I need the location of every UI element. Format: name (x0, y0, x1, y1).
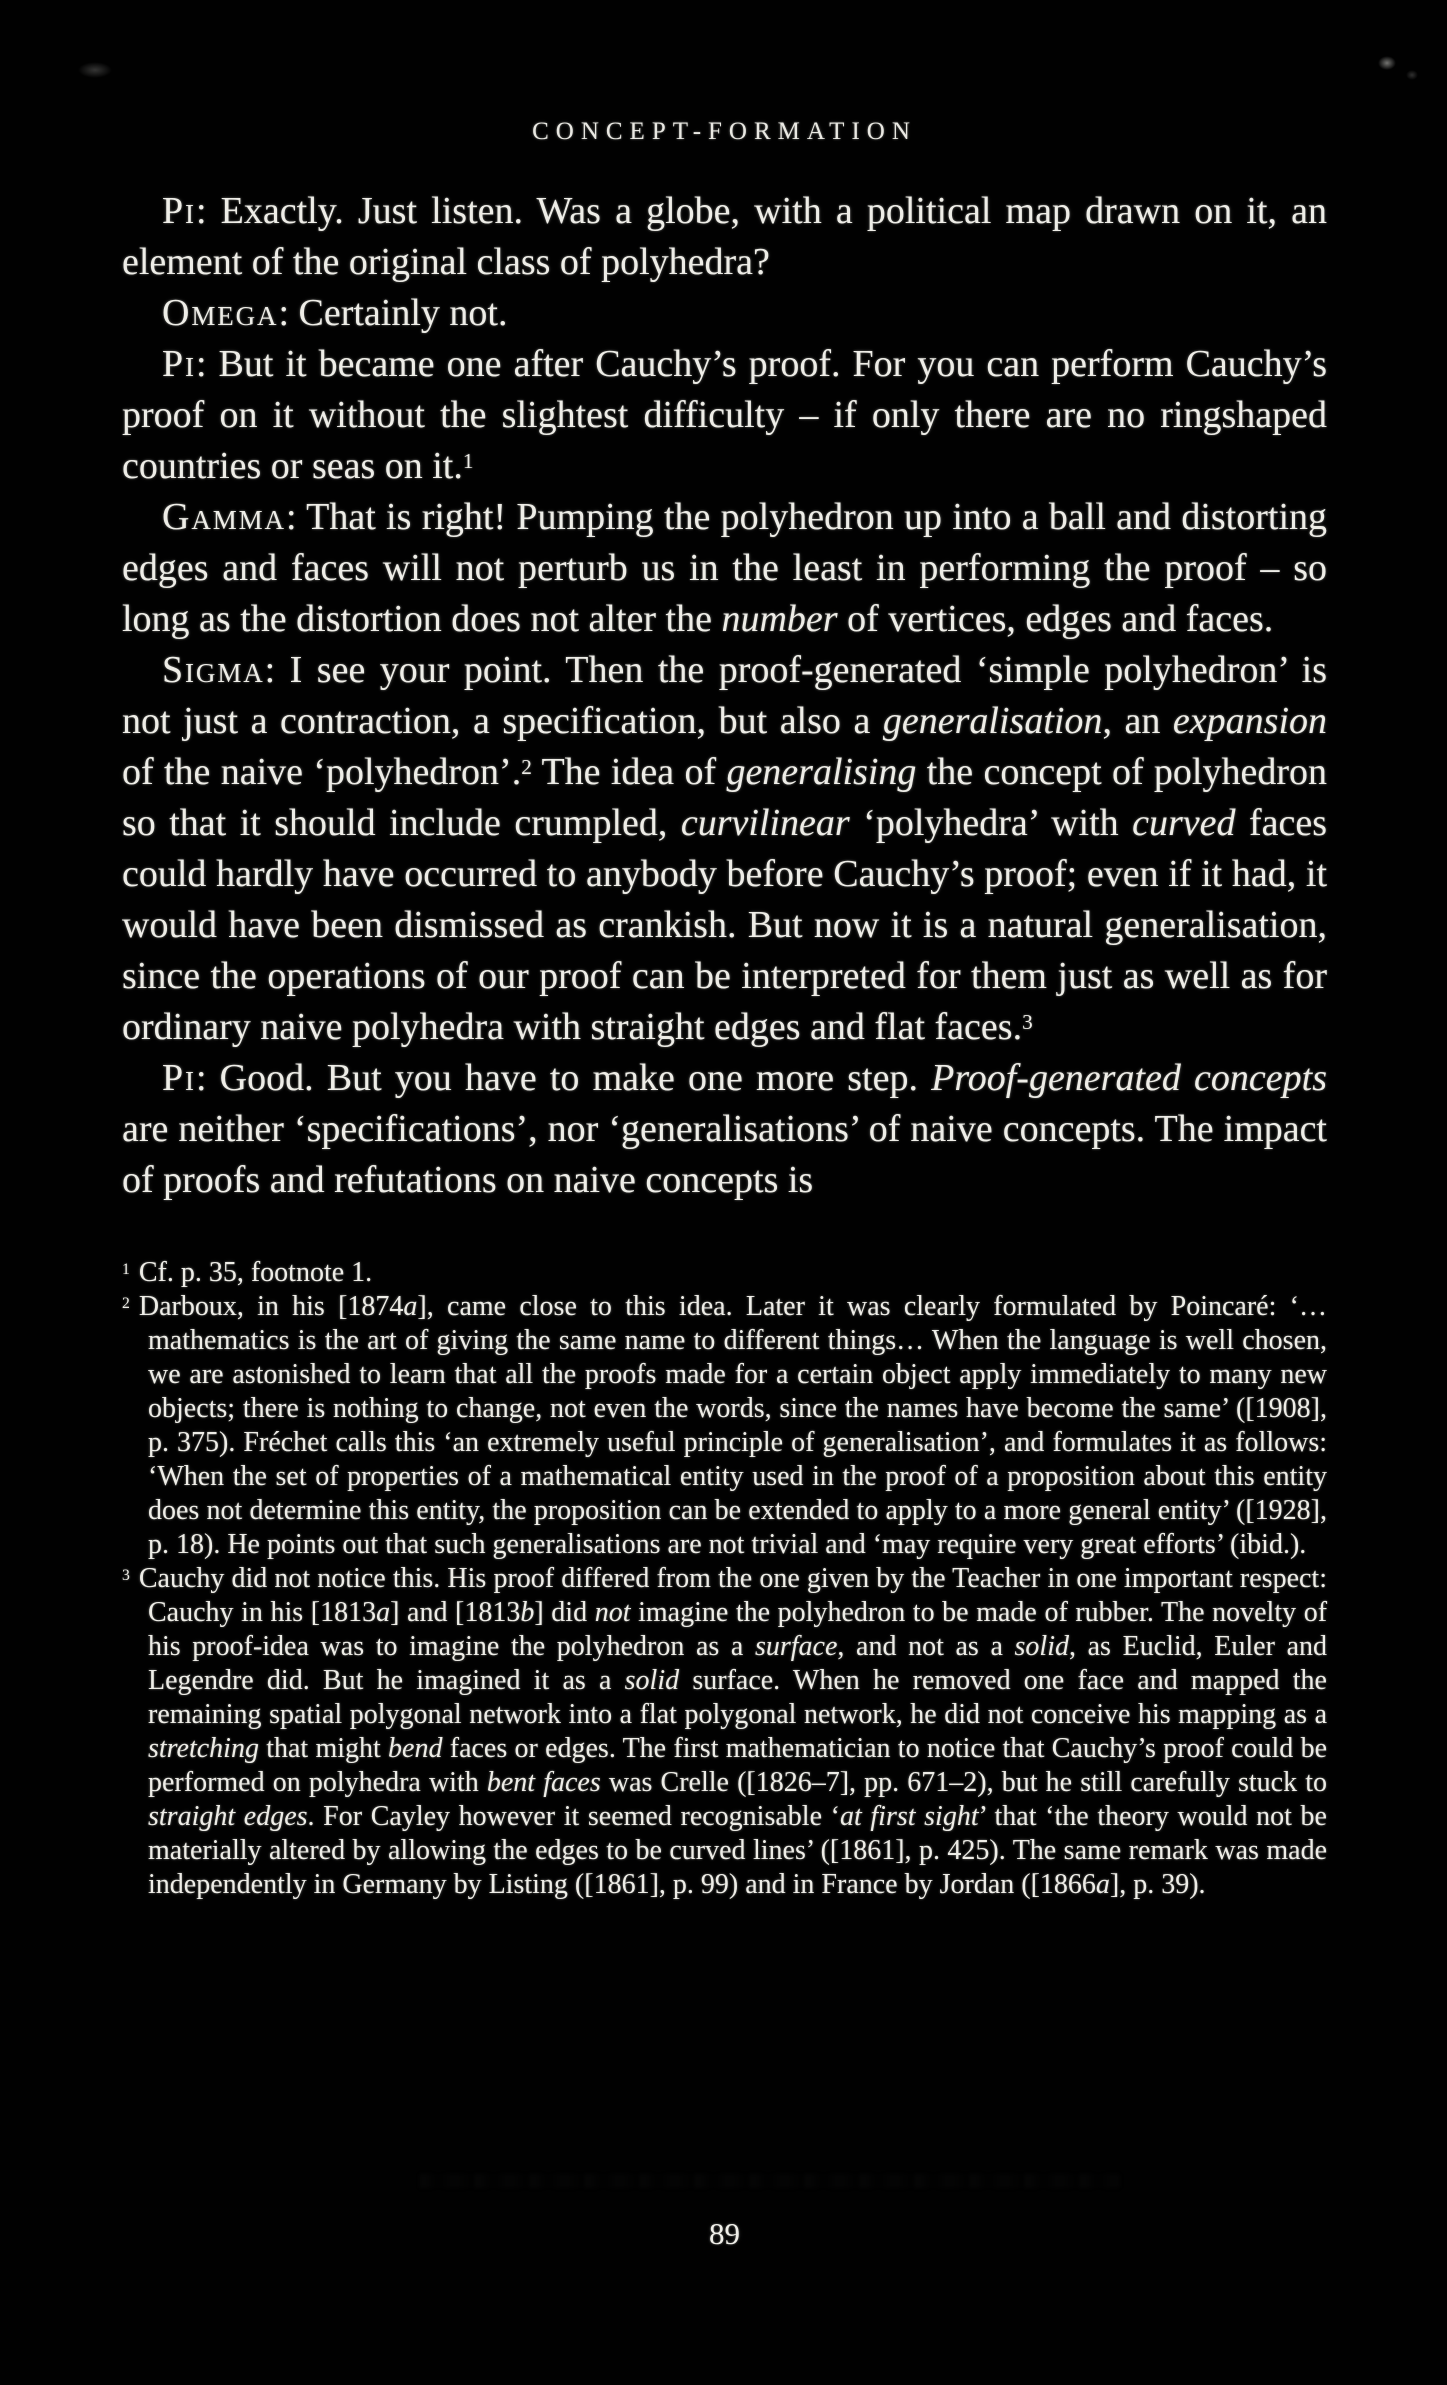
text-segment: stretching (148, 1733, 259, 1764)
text-segment: : Certainly not. (278, 292, 508, 334)
footnote-ref: 3 (1022, 1010, 1033, 1035)
text-segment: straight edges (148, 1801, 308, 1832)
text-segment: expansion (1172, 700, 1327, 742)
text-segment: ] did (534, 1597, 595, 1628)
text-segment: was Crelle ([1826–7], pp. 671–2), but he still carefully stuck to (600, 1767, 1327, 1798)
footnote-marker: 3 (122, 1566, 130, 1584)
page-number: 89 (709, 2216, 740, 2251)
text-segment: Pi (162, 1057, 196, 1099)
text-segment: , an (1102, 700, 1173, 742)
footnotes (122, 1256, 1327, 1902)
dialogue-paragraph (122, 1053, 1327, 1206)
footnote-ref: 2 (521, 755, 532, 780)
dialogue-paragraph (122, 492, 1327, 645)
footnote-marker: 2 (122, 1294, 130, 1312)
text-segment: Proof-generated concepts (931, 1057, 1327, 1099)
footnote (122, 1256, 1327, 1290)
text-segment: bent faces (486, 1767, 601, 1798)
text-segment: : That is right! Pumping the polyhedron up into a ball and distorting edges and faces will not perturb us in the least in performing the proof – so long as the distortion does not alter the (122, 496, 1327, 640)
text-segment: Darboux, in his [1874 (138, 1291, 404, 1322)
text-segment: : I see your point. Then the proof-generated ‘simple polyhedron’ is not just a contraction, a specification, but also a (122, 649, 1327, 742)
text-segment: of vertices, edges and faces. (837, 598, 1274, 640)
scan-noise-speck (78, 62, 112, 78)
text-segment: Pi (162, 343, 196, 385)
text-segment: : But it became one after Cauchy’s proof. For you can perform Cauchy’s proof on it without the slightest difficulty – if only there are no ringshaped countries or seas on it. (122, 343, 1327, 487)
text-segment: Gamma (162, 496, 286, 538)
text-segment: : Good. But you have to make one more step. (195, 1057, 932, 1099)
text-segment: b (520, 1597, 535, 1628)
text-segment: ’ that ‘the theory would not be materially altered by allowing the edges to be curved lines’ ([1861], p. 425). The same remark was made independently in Germany by Listing ([1861], p. 99) and in France by Jordan ([1866 (148, 1801, 1327, 1900)
text-segment: Cauchy did not notice this. His proof differed from the one given by the Teacher in one important respect: Cauchy in his [1813 (138, 1563, 1327, 1628)
text-segment: ] and [1813 (390, 1597, 521, 1628)
text-segment: generalisation (882, 700, 1103, 742)
text-segment: solid (1014, 1631, 1069, 1662)
text-segment: faces could hardly have occurred to anybody before Cauchy’s proof; even if it had, it would have been dismissed as crankish. But now it is a natural generalisation, since the operations of our proof can be interpreted for them just as well as for ordinary naive polyhedra with straight edges and flat faces. (122, 802, 1327, 1048)
text-segment: curved (1132, 802, 1236, 844)
dialogue-paragraph (122, 645, 1327, 1053)
text-segment: number (721, 598, 838, 640)
text-segment: surface (754, 1631, 838, 1662)
dialogue-paragraph (122, 339, 1327, 492)
text-segment: Pi (162, 190, 196, 232)
text-segment: a (1095, 1869, 1110, 1900)
text-segment: imagine the polyhedron to be made of rubber. The novelty of his proof-idea was to imagine the polyhedron as a (148, 1597, 1328, 1662)
text-segment: , as Euclid, Euler and Legendre did. But he imagined it as a (148, 1631, 1327, 1696)
body-text (122, 186, 1327, 1902)
text-segment: ], p. 39). (1109, 1869, 1206, 1900)
text-segment: faces or edges. The first mathematician to notice that Cauchy’s proof could be performed on polyhedra with (148, 1733, 1327, 1798)
text-segment: The idea of (531, 751, 727, 793)
footnote-marker: 1 (122, 1260, 130, 1278)
text-segment: generalising (726, 751, 917, 793)
text-segment: Omega (162, 292, 279, 334)
text-segment: ‘polyhedra’ with (849, 802, 1133, 844)
text-segment: . For Cayley however it seemed recognisable ‘ (307, 1801, 840, 1832)
text-segment: a (403, 1291, 418, 1322)
footnote-ref: 1 (462, 449, 474, 474)
scan-noise-speck (1378, 56, 1396, 70)
footnote (122, 1290, 1327, 1562)
text-segment: the concept of polyhedron so that it should include crumpled, (122, 751, 1327, 844)
text-segment: are neither ‘specifications’, nor ‘generalisations’ of naive concepts. The impact of proofs and refutations on naive concepts is (122, 1108, 1327, 1201)
text-segment: ], came close to this idea. Later it was clearly formulated by Poincaré: ‘…mathematics is the art of giving the same name to different things… When the language is well chosen, we are astonished to learn that all the proofs made for a certain object apply immediately to many new objects; there is nothing to change, not even the words, since the names have become the same’ ([1908], p. 375). Fréchet calls this ‘an extremely useful principle of generalisation’, and formulates it as follows: ‘When the set of properties of a mathematical entity used in the proof of a proposition about this entity does not determine this entity, the proposition can be extended to apply to a more general entity’ ([1928], p. 18). He points out that such generalisations are not trivial and ‘may require very great efforts’ (ibid.). (148, 1291, 1327, 1560)
text-segment: a (376, 1597, 391, 1628)
footnote (122, 1562, 1327, 1902)
running-header: CONCEPT-FORMATION (532, 118, 917, 145)
text-segment: solid (624, 1665, 680, 1696)
text-segment: surface. When he removed one face and mapped the remaining spatial polygonal network into a flat polygonal network, he did not conceive his mapping as a (148, 1665, 1327, 1730)
text-segment: curvilinear (680, 802, 850, 844)
dialogue-paragraph (122, 186, 1327, 288)
text-segment: : Exactly. Just listen. Was a globe, with a political map drawn on it, an element of the original class of polyhedra? (122, 190, 1327, 283)
text-segment: , and not as a (837, 1631, 1015, 1662)
text-segment: Cf. p. 35, footnote 1. (138, 1257, 373, 1288)
text-segment: that might (258, 1733, 389, 1764)
dialogue-paragraph (122, 288, 1327, 339)
scan-noise-speck (1406, 70, 1418, 80)
text-segment: of the naive ‘polyhedron’. (122, 751, 522, 793)
text-segment: Sigma (162, 649, 265, 691)
text-segment: at first sight (839, 1801, 979, 1832)
text-segment: not (594, 1597, 631, 1628)
text-segment: bend (388, 1733, 443, 1764)
scan-noise-band (420, 2174, 1120, 2188)
